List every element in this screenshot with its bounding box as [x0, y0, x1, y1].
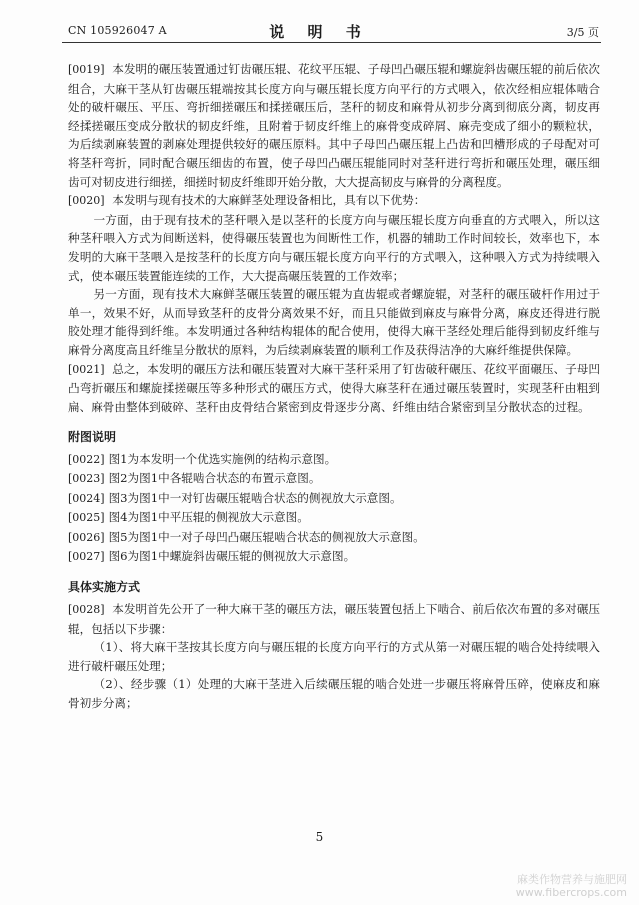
header-rule — [62, 42, 601, 43]
paragraph-text: 本发明首先公开了一种大麻干茎的碾压方法，碾压装置包括上下啮合、前后依次布置的多对碾压辊，包括以下步骤： — [68, 601, 601, 636]
paragraph-0020-first-aspect: 一方面，由于现有技术的茎秆喂入是以茎秆的长度方向与碾压辊长度方向垂直的方式喂入，所以这种茎秆喂入方式为间断送料，使得碾压装置也为间断性工作，机器的辅助工作时间较长，效率也下，本发明的大麻干茎喂入是按茎秆的长度方向与碾压辊长度方向平行的方式喂入，这种喂入方式为持续喂入式，使本碾压装置能连续的工作，大大提高碾压装置的工作效率； — [68, 212, 600, 283]
paragraph-number: [0028] — [68, 602, 105, 616]
watermark-site-name: 麻类作物营养与施肥网 — [517, 873, 627, 886]
paragraph-number: [0022] — [68, 452, 105, 466]
figure-item — [68, 528, 600, 547]
figure-caption: 图6为图1中螺旋斜齿碾压辊的侧视放大示意图。 — [108, 548, 356, 563]
section-heading-embodiment: 具体实施方式 — [68, 580, 141, 595]
paragraph-number: [0024] — [68, 491, 105, 505]
figure-caption: 图1为本发明一个优选实施例的结构示意图。 — [108, 451, 337, 466]
paragraph-text: 总之，本发明的碾压方法和碾压装置对大麻干茎秆采用了钉齿破秆碾压、花纹平面碾压、子母凹凸弯折碾压和螺旋揉搓碾压等多种形式的碾压方式，使得大麻茎秆在通过碾压装置时，实现茎秆由粗到扁、麻骨由整体到破碎、茎秆由皮骨结合紧密到皮骨逐步分离、纤维由结合紧密到呈分散状态的过程。 — [68, 361, 601, 414]
paragraph-number: [0025] — [68, 511, 105, 525]
figure-caption: 图5为图1中一对子母凹凸碾压辊啮合状态的侧视放大示意图。 — [108, 529, 425, 544]
paragraph-number: [0019] — [68, 63, 105, 76]
paragraph-0020 — [68, 191, 600, 211]
figure-item — [68, 489, 600, 508]
paragraph-number: [0020] — [68, 194, 105, 208]
document-title: 说 明 书 — [269, 23, 370, 41]
section-heading-figures: 附图说明 — [68, 430, 117, 445]
figure-caption: 图2为图1中各辊啮合状态的布置示意图。 — [108, 471, 321, 486]
figure-item — [68, 469, 600, 488]
paragraph-text: 本发明与现有技术的大麻鲜茎处理设备相比，具有以下优势： — [112, 193, 426, 208]
figure-caption: 图4为图1中平压辊的侧视放大示意图。 — [108, 510, 309, 525]
document-body — [68, 60, 600, 712]
figure-item — [68, 450, 600, 469]
page-number: 5 — [315, 830, 324, 844]
figure-item — [68, 508, 600, 527]
paragraph-text: 本发明的碾压装置通过钉齿碾压辊、花纹平压辊、子母凹凸碾压辊和螺旋斜齿碾压辊的前后依次组合，大麻干茎从钉齿碾压辊端按其长度方向与碾压辊长度方向平行的方式喂入，依次经相应辊体啮合处的破杆碾压、平压、弯折细搓碾压和揉搓碾压后，茎秆的韧皮和麻骨从初步分离到彻底分离，韧皮再经揉搓碾压变成分散状的韧皮纤维，且附着于韧皮纤维上的麻骨变成碎屑、麻壳变成了细小的颗粒状，为后续剥麻装置的剥麻处理提供较好的碾压原料。其中子母凹凸碾压辊上凸齿和凹槽形成的子母配对可将茎秆弯折，同时配合碾压细齿的布置，使子母凹凸碾压辊能同时对茎秆进行弯折和碾压处理，碾压细齿可对韧皮进行细搓，细搓时韧皮纤维即开始分散，大大提高韧皮与麻骨的分离程度。 — [68, 62, 601, 189]
paragraph-0028 — [68, 600, 600, 638]
figure-item — [68, 547, 600, 566]
page-indicator: 3/5 页 — [566, 26, 599, 39]
paragraph-number: [0023] — [68, 472, 105, 486]
paragraph-number: [0027] — [68, 549, 105, 563]
paragraph-number: [0021] — [68, 362, 105, 376]
watermark-url: www.fibercrops.com — [515, 886, 627, 899]
method-step-2: （2）、经步骤（1）处理的大麻干茎进入后续碾压辊的啮合处进一步碾压将麻骨压碎，使麻皮和麻骨初步分离； — [68, 677, 600, 710]
patent-number: CN 105926047 A — [68, 24, 167, 37]
site-watermark — [516, 873, 627, 899]
paragraph-0021 — [68, 360, 600, 417]
method-step-1: （1）、将大麻干茎按其长度方向与碾压辊的长度方向平行的方式从第一对碾压辊的啮合处持续喂入进行破杆碾压处理； — [68, 640, 600, 673]
paragraph-number: [0026] — [68, 530, 105, 544]
paragraph-0020-second-aspect: 另一方面，现有技术大麻鲜茎碾压装置的碾压辊为直齿辊或者螺旋辊，对茎秆的碾压破杆作用过于单一，效果不好，从而导致茎秆的皮骨分离效果不好，而且只能做到麻皮与麻骨分离，麻皮还得进行脱胶处理才能得到纤维。本发明通过各种结构辊体的配合使用，使得大麻干茎经处理后能得到韧皮纤维与麻骨分离度高且纤维呈分散状的原料，为后续剥麻装置的顺利工作及获得洁净的大麻纤维提供保障。 — [68, 287, 600, 357]
figure-caption: 图3为图1中一对钉齿碾压辊啮合状态的侧视放大示意图。 — [108, 490, 402, 505]
paragraph-0019 — [68, 60, 600, 191]
